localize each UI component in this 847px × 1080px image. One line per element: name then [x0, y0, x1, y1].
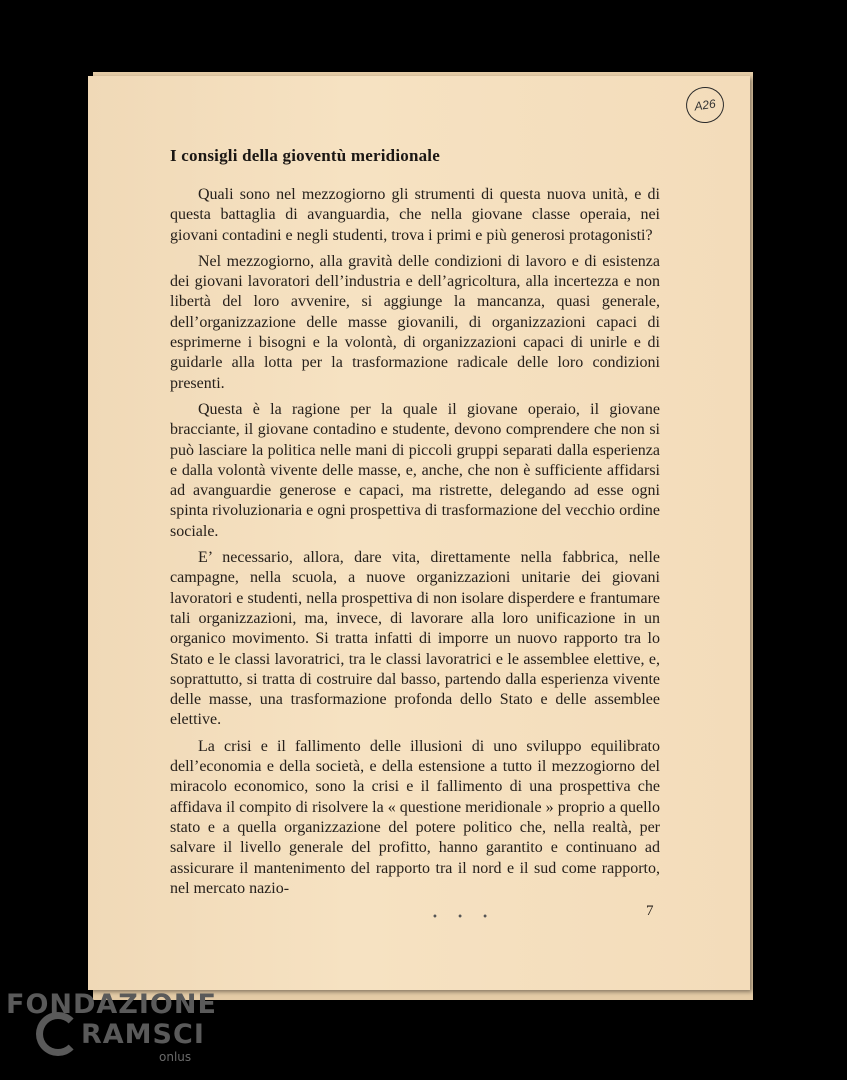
logo-line-1: FONDAZIONE [6, 989, 217, 1020]
page-title: I consigli della gioventù meridionale [170, 146, 440, 165]
paragraph: E’ necessario, allora, dare vita, direttamente nella fabbrica, nelle campagne, nella scuola, a nuove organizzazioni unitarie dei giovani lavoratori e studenti, nella prospettiva di non isolare disperdere e frantumare tali organizzazioni, ma, invece, di lavorare alla loro unificazione in un organico movimento. Si tratta infatti di imporre un nuovo rapporto tra lo Stato e le classi lavoratrici, tra le classi lavoratrici e le assemblee elettive, e, soprattutto, si tratta di costruire dal basso, partendo dalla esperienza vivente delle masse, una trasformazione profonda dello Stato e delle assemblee elettive. [170, 549, 660, 729]
document-body [170, 185, 660, 905]
paragraph: La crisi e il fallimento delle illusioni di uno sviluppo equilibrato dell’economia e della società, e della estensione a tutto il mezzogiorno del miracolo economico, sono la crisi e il fallimento di una prospettiva che affidava il compito di risolvere la « questione meridionale » proprio a quello stato e a quella organizzazione del potere politico che, nella realtà, per salvare il livello generale del profitto, hanno garantito e continuano ad assicurare il mantenimento del rapporto tra il nord e il sud come rapporto, nel mercato nazio- [170, 737, 660, 897]
logo-g-mark-icon [36, 1012, 80, 1056]
logo-line-3: onlus [159, 1050, 192, 1064]
fondazione-gramsci-logo [6, 989, 217, 1064]
print-marks: • • • [432, 912, 497, 923]
paragraph: Nel mezzogiorno, alla gravità delle condizioni di lavoro e di esistenza dei giovani lavoratori dell’industria e dell’agricoltura, alla incertezza e non libertà del loro avvenire, si aggiunge la mancanza, quasi generale, dell’organizzazione delle masse giovanili, di organizzazioni capaci di esprimerne i bisogni e la volontà, di organizzazioni capaci di unirle e di guidarle alla lotta per la trasformazione radicale delle loro condizioni presenti. [170, 252, 660, 392]
paragraph: Questa è la ragione per la quale il giovane operaio, il giovane bracciante, il giovane contadino e studente, devono comprendere che non si può lasciare la politica nelle mani di piccoli gruppi separati dalla esperienza e dalla volontà vivente delle masse, e, anche, che non è sufficiente affidarsi ad avanguardie generose e capaci, ma ristrette, delegando ad esse ogni spinta rivoluzionaria e ogni prospettiva di trasformazione del vecchio ordine sociale. [170, 400, 660, 540]
logo-line-2: RAMSCI [81, 1019, 205, 1050]
page-number: 7 [646, 903, 654, 919]
archive-stamp: A26 [684, 85, 727, 126]
paragraph: Quali sono nel mezzogiorno gli strumenti di questa nuova unità, e di questa battaglia di avanguardia, che nella giovane classe operaia, nei giovani contadini e negli studenti, trova i primi e più generosi protagonisti? [170, 186, 660, 244]
